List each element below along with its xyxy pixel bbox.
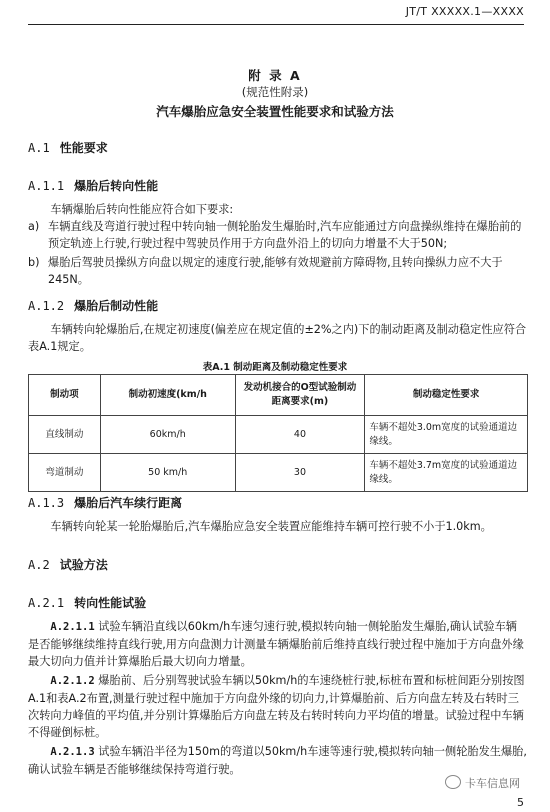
clause [28, 618, 528, 670]
clause-number: A.2.1.3 [50, 746, 95, 758]
section-heading [28, 139, 108, 156]
subsection-heading [28, 297, 158, 314]
section-number: A.2 [28, 558, 50, 572]
table-header-row [29, 375, 528, 416]
section-title: 性能要求 [59, 141, 108, 155]
list-item-text: 车辆直线及弯道行驶过程中转向轴一侧轮胎发生爆胎时,汽车应能通过方向盘操纵维持在爆胎前的预定轨迹上行驶,行驶过程中驾驶员作用于方向盘外沿上的切向力增量不大于50N; [48, 220, 522, 250]
table-header-cell: 制动稳定性要求 [365, 375, 528, 416]
paragraph: 车辆爆胎后转向性能应符合如下要求: [50, 203, 234, 216]
subsection-number: A.1.2 [28, 299, 65, 313]
appendix-normative: (规范性附录) [241, 85, 309, 99]
list-item-text: 爆胎后驾驶员操纵方向盘以规定的速度行驶,能够有效规避前方障碍物,且转向操纵力应不大于245N。 [48, 256, 503, 286]
watermark [445, 775, 520, 791]
clause [28, 672, 528, 741]
chat-bubble-icon [445, 775, 461, 789]
subsection-number: A.2.1 [28, 596, 65, 610]
table-caption: 表A.1 制动距离及制动稳定性要求 [202, 362, 348, 373]
table-cell: 直线制动 [29, 416, 101, 454]
clause-number: A.2.1.1 [50, 621, 95, 633]
clause-number: A.2.1.2 [50, 675, 95, 687]
table-header-cell: 制动初速度(km/h [100, 375, 235, 416]
table-cell: 车辆不超处3.0m宽度的试验通道边缘线。 [365, 416, 528, 454]
subsection-heading [28, 594, 146, 611]
table-row [29, 454, 528, 492]
table-row [29, 416, 528, 454]
table-header-cell: 制动项 [29, 375, 101, 416]
table-cell: 弯道制动 [29, 454, 101, 492]
subsection-number: A.1.1 [28, 179, 65, 193]
table-cell: 60km/h [100, 416, 235, 454]
subsection-title: 爆胎后制动性能 [74, 299, 159, 313]
list-item [28, 254, 528, 288]
table-cell: 30 [235, 454, 365, 492]
subsection-heading [28, 494, 182, 511]
list-marker: b) [28, 256, 40, 269]
paragraph: 车辆转向轮爆胎后,在规定初速度(偏差应在规定值的±2%之内)下的制动距离及制动稳定性应符合表A.1规定。 [28, 323, 527, 353]
subsection-title: 爆胎后转向性能 [74, 179, 159, 193]
section-number: A.1 [28, 141, 50, 155]
section-title: 试验方法 [59, 558, 108, 572]
header-rule [28, 24, 524, 25]
watermark-text: 卡车信息网 [465, 777, 520, 790]
page-number: 5 [517, 796, 524, 809]
clause-text: 试验车辆沿半径为150m的弯道以50km/h车速等速行驶,模拟转向轴一侧轮胎发生爆胎,确认试验车辆是否能够继续保持弯道行驶。 [28, 745, 527, 776]
table-cell: 50 km/h [100, 454, 235, 492]
clause [28, 743, 528, 778]
appendix-label: 附 录 A [248, 68, 302, 83]
clause-text: 试验车辆沿直线以60km/h车速匀速行驶,模拟转向轴一侧轮胎发生爆胎,确认试验车辆是否能够继续维持直线行驶,用方向盘测力计测量车辆爆胎前后维持直线行驶过程中施加于方向盘外缘最大切向力值并计算爆胎后最大切向力增量。 [28, 620, 524, 668]
section-heading [28, 556, 108, 573]
subsection-heading [28, 177, 158, 194]
braking-requirements-table [28, 374, 528, 492]
subsection-title: 爆胎后汽车续行距离 [74, 496, 183, 510]
paragraph: 车辆转向轮某一轮胎爆胎后,汽车爆胎应急安全装置应能维持车辆可控行驶不小于1.0km。 [50, 520, 492, 533]
table-cell: 车辆不超处3.7m宽度的试验通道边缘线。 [365, 454, 528, 492]
list-item [28, 218, 528, 252]
table-cell: 40 [235, 416, 365, 454]
subsection-number: A.1.3 [28, 496, 65, 510]
standard-code: JT/T XXXXX.1—XXXX [405, 5, 524, 18]
subsection-title: 转向性能试验 [74, 596, 147, 610]
list-marker: a) [28, 220, 40, 233]
appendix-title: 汽车爆胎应急安全装置性能要求和试验方法 [156, 104, 394, 119]
clause-text: 爆胎前、后分别驾驶试验车辆以50km/h的车速绕桩行驶,标桩布置和标桩间距分别按图A.1和表A.2布置,测量行驶过程中施加于方向盘外缘的切向力,计算爆胎前、后方向盘左转及右转时三次转向力峰值的平均值,并分别计算爆胎后方向盘左转及右转时转向力平均值的增量。试验过程中车辆不得碰倒标桩。 [28, 674, 525, 739]
table-header-cell: 发动机接合的O型试验制动距离要求(m) [235, 375, 365, 416]
